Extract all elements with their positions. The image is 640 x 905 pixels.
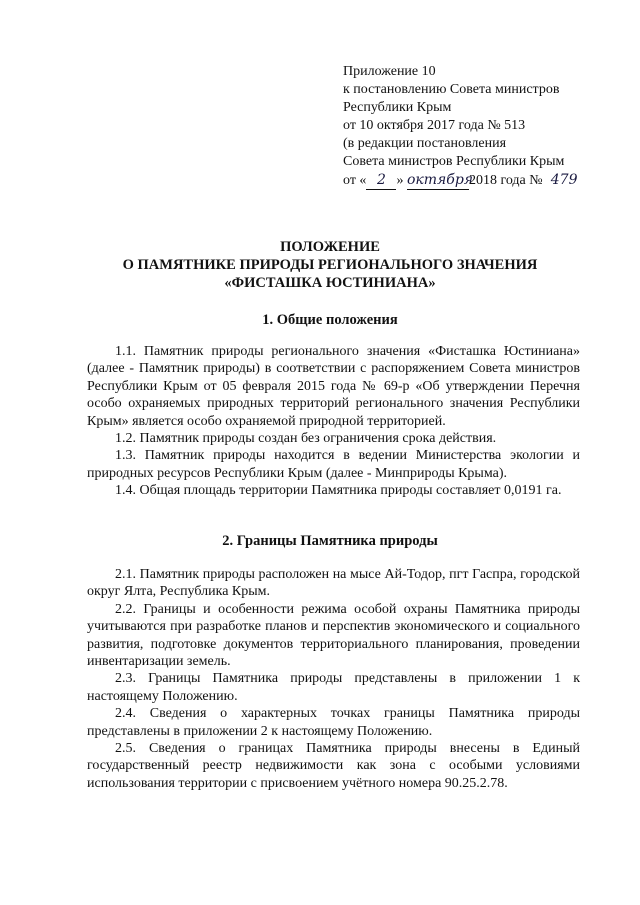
paragraph-1-4: 1.4. Общая площадь территории Памятника природы составляет 0,0191 га. <box>115 483 562 499</box>
section-1-body <box>87 343 580 500</box>
paragraph-1-3: 1.3. Памятник природы находится в ведении Министерства экологии и природных ресурсов Республики Крым (далее - Минприроды Крыма). <box>87 448 580 481</box>
appendix-line: Совета министров Республики Крым <box>343 154 565 169</box>
date-mid: » <box>396 173 404 188</box>
paragraph-1-1: 1.1. Памятник природы регионального значения «Фисташка Юстиниана» (далее - Памятник природы) в соответствии с распоряжением Совета министров Республики Крым от 05 февраля 2015 года № 69-р «Об утверждении Перечня особо охраняемых природных территорий регионального значения Республики Крым» является особо охраняемой природной территорией. <box>87 344 580 429</box>
paragraph-2-4: 2.4. Сведения о характерных точках границы Памятника природы представлены в приложении 2 к настоящему Положению. <box>87 706 580 739</box>
date-year: 2018 года № <box>468 173 543 188</box>
title-line-2: О ПАМЯТНИКЕ ПРИРОДЫ РЕГИОНАЛЬНОГО ЗНАЧЕНИЯ <box>122 257 538 273</box>
handwritten-number: 479 <box>550 172 578 188</box>
appendix-line: к постановлению Совета министров <box>343 82 560 97</box>
title-line-1: ПОЛОЖЕНИЕ <box>280 239 380 255</box>
section-2-heading: 2. Границы Памятника природы <box>222 533 438 549</box>
handwritten-month: октября <box>406 172 474 188</box>
appendix-line: Республики Крым <box>343 100 452 115</box>
paragraph-1-2: 1.2. Памятник природы создан без ограничения срока действия. <box>115 431 497 447</box>
document-title <box>40 238 620 292</box>
appendix-line: Приложение 10 <box>343 64 436 79</box>
appendix-date-line <box>343 171 623 190</box>
handwritten-day: 2 <box>366 171 396 190</box>
date-prefix: от « <box>343 173 367 188</box>
paragraph-2-3: 2.3. Границы Памятника природы представлены в приложении 1 к настоящему Положению. <box>87 671 580 704</box>
section-2-body <box>87 566 580 792</box>
appendix-line: от 10 октября 2017 года № 513 <box>343 118 526 133</box>
paragraph-2-2: 2.2. Границы и особенности режима особой охраны Памятника природы учитываются при разработке планов и перспектив экономического и социального развития, подготовке документов территориального планирования, проведении инвентаризации земель. <box>87 601 580 670</box>
paragraph-2-1: 2.1. Памятник природы расположен на мысе Ай-Тодор, пгт Гаспра, городской округ Ялта, Республика Крым. <box>87 567 580 600</box>
section-1-heading: 1. Общие положения <box>262 312 398 328</box>
title-line-3: «ФИСТАШКА ЮСТИНИАНА» <box>224 275 436 291</box>
appendix-header <box>343 63 623 190</box>
paragraph-2-5: 2.5. Сведения о границах Памятника природы внесены в Единый государственный реестр недвижимости как зона с особыми условиями использования территории с присвоением учётного номера 90.25.2.78. <box>87 741 580 791</box>
appendix-line: (в редакции постановления <box>343 136 507 151</box>
